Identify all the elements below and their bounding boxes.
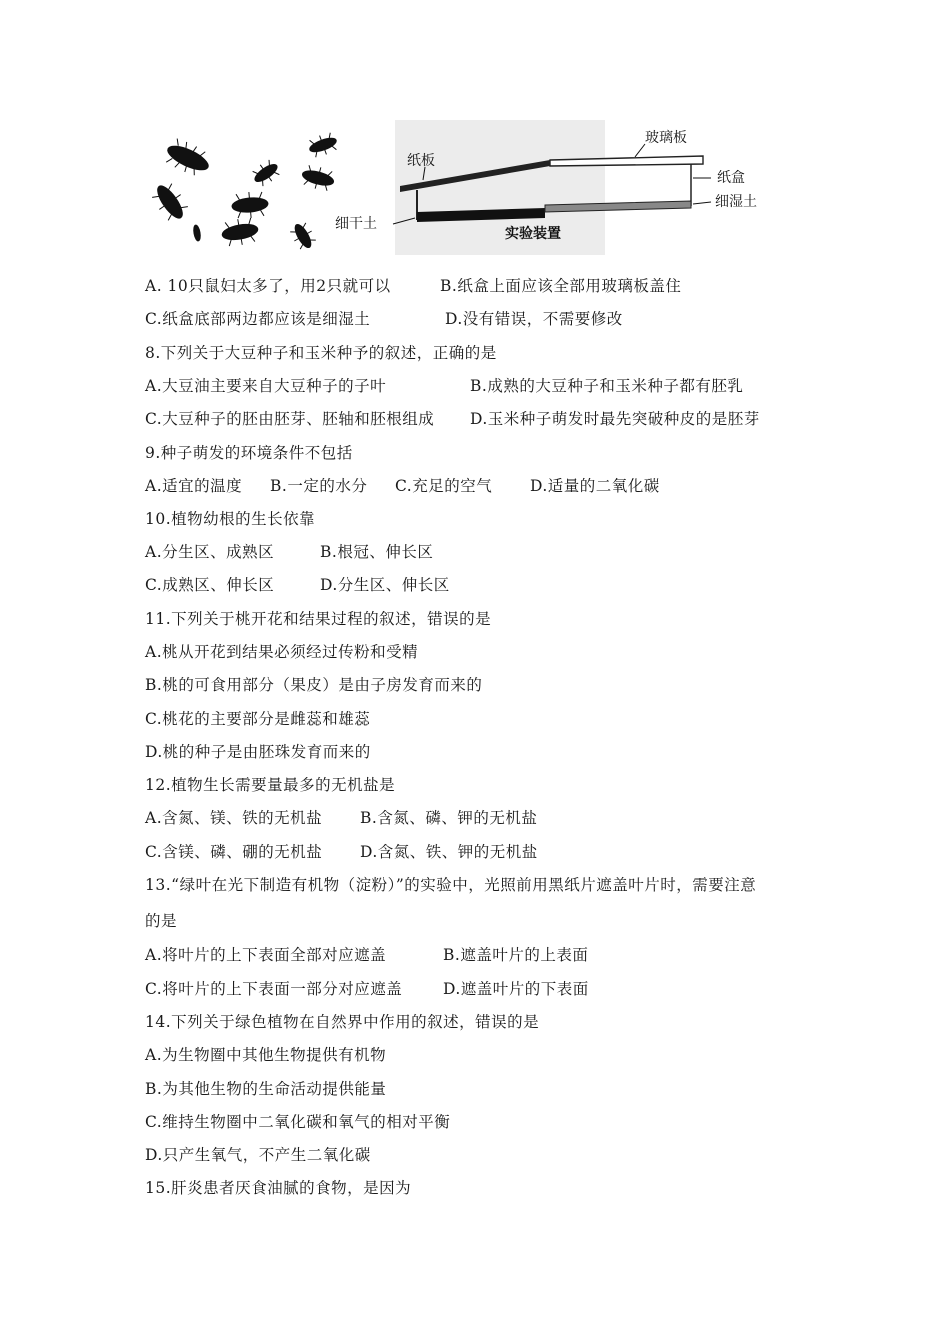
label-box: 纸盒 bbox=[717, 170, 745, 186]
label-board: 纸板 bbox=[407, 153, 435, 169]
q9-option-b[interactable]: B.一定的水分 bbox=[270, 477, 368, 495]
q14-option-a[interactable]: A.为生物圈中其他生物提供有机物 bbox=[145, 1046, 387, 1064]
leader-wet-soil bbox=[693, 202, 711, 204]
woodlouse-1 bbox=[162, 136, 214, 180]
q11-option-c[interactable]: C.桃花的主要部分是雌蕊和雄蕊 bbox=[145, 710, 371, 728]
q7-option-b[interactable]: B.纸盒上面应该全部用玻璃板盖住 bbox=[440, 277, 682, 295]
q9-option-d[interactable]: D.适量的二氧化碳 bbox=[530, 477, 660, 495]
q12-stem: 12.植物生长需要量最多的无机盐是 bbox=[145, 776, 396, 794]
label-dry-soil: 细干土 bbox=[335, 216, 377, 232]
q8-stem: 8.下列关于大豆种子和玉米种予的叙述，正确的是 bbox=[145, 344, 497, 362]
q9-stem: 9.种子萌发的环境条件不包括 bbox=[145, 444, 353, 462]
woodlouse-2 bbox=[306, 131, 339, 159]
q15-stem: 15.肝炎患者厌食油腻的食物，是因为 bbox=[145, 1179, 412, 1197]
q14-option-b[interactable]: B.为其他生物的生命活动提供能量 bbox=[145, 1080, 387, 1098]
woodlouse-7 bbox=[220, 216, 260, 248]
q7-option-a[interactable]: A. 10只鼠妇太多了，用2只就可以 bbox=[145, 277, 391, 295]
woodlice-illustration bbox=[140, 120, 395, 255]
q14-stem: 14.下列关于绿色植物在自然界中作用的叙述，错误的是 bbox=[145, 1013, 540, 1031]
q10-option-a[interactable]: A.分生区、成熟区 bbox=[145, 543, 275, 561]
q13-option-b[interactable]: B.遮盖叶片的上表面 bbox=[443, 946, 589, 964]
q11-option-b[interactable]: B.桃的可食用部分（果皮）是由子房发育而来的 bbox=[145, 676, 483, 694]
figure-row bbox=[140, 120, 800, 255]
q10-option-b[interactable]: B.根冠、伸长区 bbox=[320, 543, 434, 561]
q12-option-d[interactable]: D.含氮、铁、钾的无机盐 bbox=[360, 843, 538, 861]
q8-option-c[interactable]: C.大豆种子的胚由胚芽、胚轴和胚根组成 bbox=[145, 410, 435, 428]
q10-stem: 10.植物幼根的生长依靠 bbox=[145, 510, 316, 528]
q12-option-b[interactable]: B.含氮、磷、钾的无机盐 bbox=[360, 809, 538, 827]
woodlouse-3 bbox=[250, 157, 283, 188]
q9-option-a[interactable]: A.适宜的温度 bbox=[145, 477, 243, 495]
q8-option-a[interactable]: A.大豆油主要来自大豆种子的子叶 bbox=[145, 377, 387, 395]
q13-option-d[interactable]: D.遮盖叶片的下表面 bbox=[443, 980, 589, 998]
q13-stem-line-1: 13.“绿叶在光下制造有机物（淀粉）”的实验中，光照前用黑纸片遮盖叶片时，需要注意 bbox=[145, 876, 757, 894]
experiment-apparatus-diagram bbox=[335, 120, 800, 255]
q14-option-d[interactable]: D.只产生氧气，不产生二氧化碳 bbox=[145, 1146, 371, 1164]
q13-option-c[interactable]: C.将叶片的上下表面一部分对应遮盖 bbox=[145, 980, 403, 998]
q11-option-d[interactable]: D.桃的种子是由胚珠发育而来的 bbox=[145, 743, 371, 761]
q10-option-d[interactable]: D.分生区、伸长区 bbox=[320, 576, 450, 594]
woodlouse-6 bbox=[231, 190, 269, 219]
q13-option-a[interactable]: A.将叶片的上下表面全部对应遮盖 bbox=[145, 946, 387, 964]
q7-option-d[interactable]: D.没有错误，不需要修改 bbox=[445, 310, 623, 328]
figure-caption: 实验装置 bbox=[505, 226, 561, 242]
q7-option-c[interactable]: C.纸盒底部两边都应该是细湿土 bbox=[145, 310, 371, 328]
woodlouse-8 bbox=[288, 220, 318, 253]
q8-option-b[interactable]: B.成熟的大豆种子和玉米种子都有胚乳 bbox=[470, 377, 744, 395]
photo-background bbox=[395, 120, 605, 255]
q14-option-c[interactable]: C.维持生物圈中二氧化碳和氧气的相对平衡 bbox=[145, 1113, 451, 1131]
q8-option-d[interactable]: D.玉米种子萌发时最先突破种皮的是胚芽 bbox=[470, 410, 760, 428]
woodlouse-9 bbox=[193, 225, 202, 242]
woodlouse-4 bbox=[300, 163, 337, 193]
woodlouse-5 bbox=[148, 179, 191, 225]
q13-stem-line-2: 的是 bbox=[145, 912, 178, 930]
leader-glass bbox=[635, 144, 645, 157]
q9-option-c[interactable]: C.充足的空气 bbox=[395, 477, 493, 495]
q12-option-a[interactable]: A.含氮、镁、铁的无机盐 bbox=[145, 809, 323, 827]
q12-option-c[interactable]: C.含镁、磷、硼的无机盐 bbox=[145, 843, 323, 861]
label-glass: 玻璃板 bbox=[645, 130, 687, 146]
label-wet-soil: 细湿土 bbox=[715, 194, 757, 210]
q10-option-c[interactable]: C.成熟区、伸长区 bbox=[145, 576, 275, 594]
q11-stem: 11.下列关于桃开花和结果过程的叙述，错误的是 bbox=[145, 610, 492, 628]
q11-option-a[interactable]: A.桃从开花到结果必须经过传粉和受精 bbox=[145, 643, 419, 661]
